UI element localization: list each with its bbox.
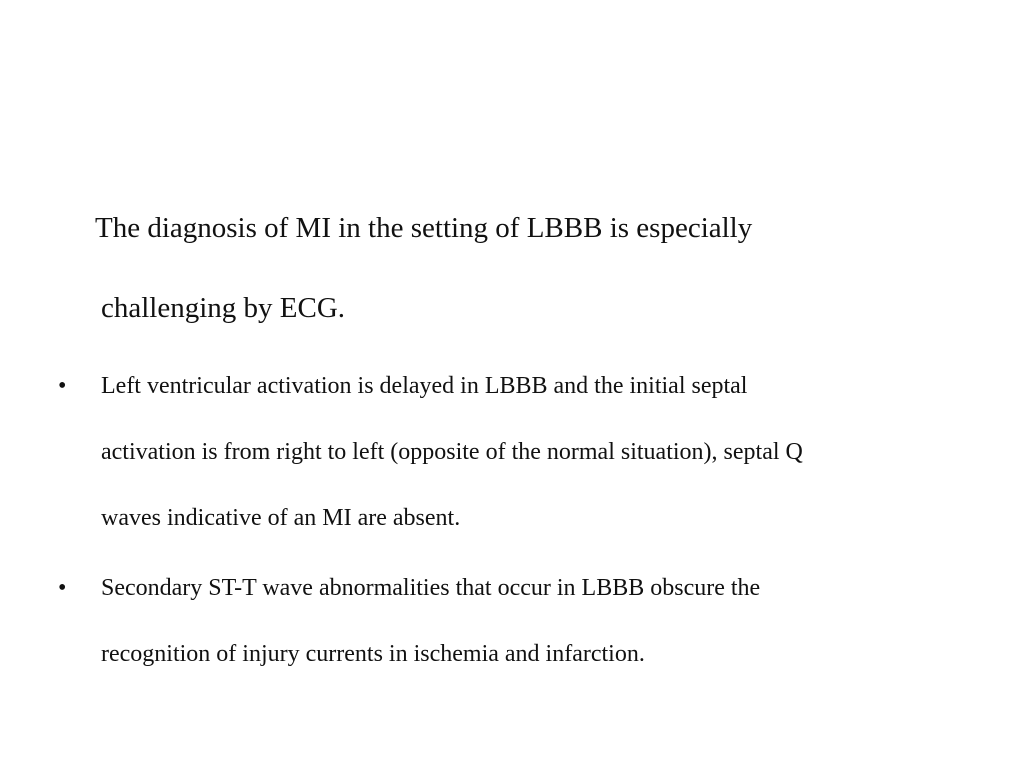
intro-line: The diagnosis of MI in the setting of LBBB is especially [95,212,753,244]
intro-line: challenging by ECG. [101,292,346,324]
bullet-text-line: Secondary ST-T wave abnormalities that occur in LBBB obscure the [101,575,761,601]
bullet-text-line: waves indicative of an MI are absent. [101,505,461,531]
bullet-text-line: recognition of injury currents in ischemia and infarction. [101,641,645,667]
bullet-marker: • [58,373,67,399]
bullet-marker: • [58,575,67,601]
bullet-text-line: activation is from right to left (opposite of the normal situation), septal Q [101,439,803,465]
bullet-text-line: Left ventricular activation is delayed in LBBB and the initial septal [101,373,748,399]
